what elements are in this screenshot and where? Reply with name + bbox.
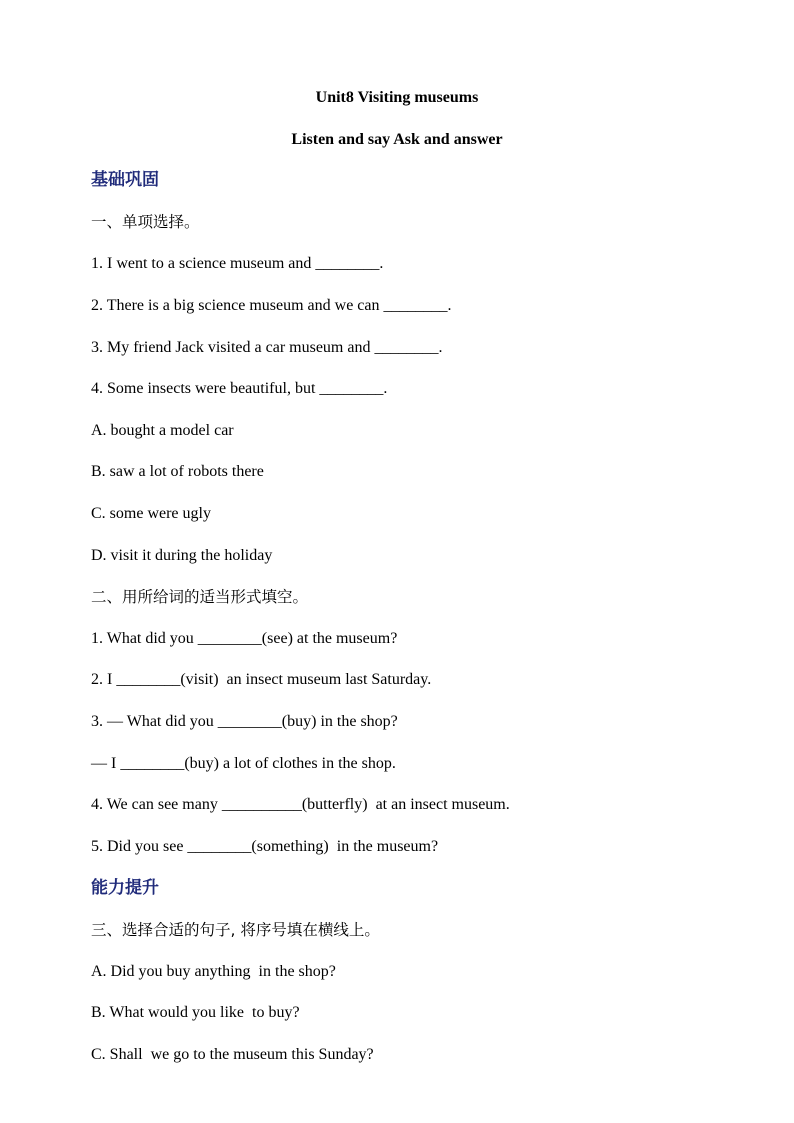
question-item: — I ________(buy) a lot of clothes in the shop. xyxy=(91,755,396,772)
question-item: 4. Some insects were beautiful, but ________. xyxy=(91,380,388,397)
question-item: 1. I went to a science museum and ________. xyxy=(91,255,384,272)
question-item: 1. What did you ________(see) at the museum? xyxy=(91,630,398,647)
page-subtitle: Listen and say Ask and answer xyxy=(291,131,503,148)
page-title: Unit8 Visiting museums xyxy=(315,89,479,106)
option-item: C. some were ugly xyxy=(91,505,211,522)
question-item: 2. There is a big science museum and we can ________. xyxy=(91,297,452,314)
question-item: 4. We can see many __________(butterfly) at an insect museum. xyxy=(91,796,510,813)
option-item: B. saw a lot of robots there xyxy=(91,463,264,480)
question-item: 3. My friend Jack visited a car museum and ________. xyxy=(91,339,443,356)
question-item: 5. Did you see ________(something) in the museum? xyxy=(91,838,439,855)
part2-instruction: 二、用所给词的适当形式填空。 xyxy=(91,588,309,606)
part3-instruction: 三、选择合适的句子, 将序号填在横线上。 xyxy=(91,921,380,939)
part1-instruction: 一、单项选择。 xyxy=(91,213,200,231)
question-item: 2. I ________(visit) an insect museum last Saturday. xyxy=(91,671,432,688)
section-heading-basic: 基础巩固 xyxy=(91,170,159,190)
option-item: A. bought a model car xyxy=(91,422,234,439)
option-item: B. What would you like to buy? xyxy=(91,1004,300,1021)
question-item: 3. — What did you ________(buy) in the shop? xyxy=(91,713,398,730)
section-heading-advanced: 能力提升 xyxy=(91,878,159,898)
option-item: C. Shall we go to the museum this Sunday? xyxy=(91,1046,374,1063)
option-item: D. visit it during the holiday xyxy=(91,547,273,564)
option-item: A. Did you buy anything in the shop? xyxy=(91,963,336,980)
